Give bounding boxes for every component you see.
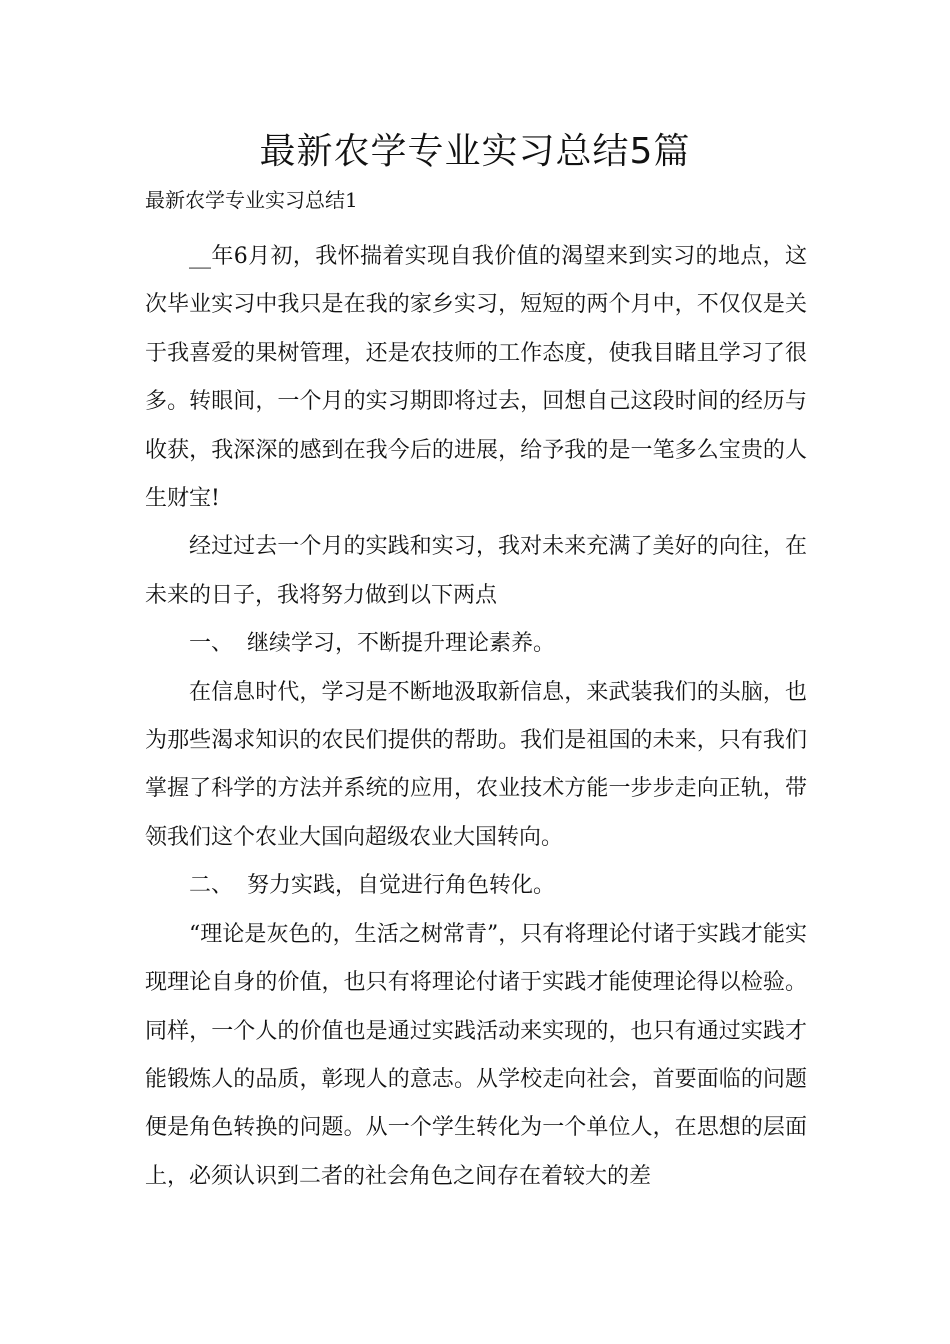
- document-body: [145, 233, 807, 1201]
- paragraph-internship-intro: __年6月初，我怀揣着实现自我价值的渴望来到实习的地点，这次毕业实习中我只是在我的家乡实习，短短的两个月中，不仅仅是关于我喜爱的果树管理，还是农技师的工作态度，使我目睹且学习了很多。转眼间，一个月的实习期即将过去，回想自己这段时间的经历与收获，我深深的感到在我今后的进展，给予我的是一笔多么宝贵的人生财宝!: [145, 244, 807, 512]
- paragraph-continue-learning: 在信息时代，学习是不断地汲取新信息，来武装我们的头脑，也为那些渴求知识的农民们提供的帮助。我们是祖国的未来，只有我们掌握了科学的方法并系统的应用，农业技术方能一步步走向正轨，带领我们这个农业大国向超级农业大国转向。: [145, 679, 807, 850]
- section-title: 最新农学专业实习总结1: [145, 188, 358, 212]
- point-heading-2: 二、 努力实践，自觉进行角色转化。: [189, 873, 555, 899]
- point-heading-1: 一、 继续学习，不断提升理论素养。: [189, 631, 555, 657]
- document-title: 最新农学专业实习总结5篇: [259, 131, 691, 172]
- paragraph-future-plans: 经过过去一个月的实践和实习，我对未来充满了美好的向往，在未来的日子，我将努力做到以下两点: [145, 534, 807, 608]
- paragraph-practice: “理论是灰色的，生活之树常青”，只有将理论付诸于实践才能实现理论自身的价值，也只有将理论付诸于实践才能使理论得以检验。同样，一个人的价值也是通过实践活动来实现的，也只有通过实践才能锻炼人的品质，彰现人的意志。从学校走向社会，首要面临的问题便是角色转换的问题。从一个学生转化为一个单位人，在思想的层面上，必须认识到二者的社会角色之间存在着较大的差: [145, 921, 807, 1189]
